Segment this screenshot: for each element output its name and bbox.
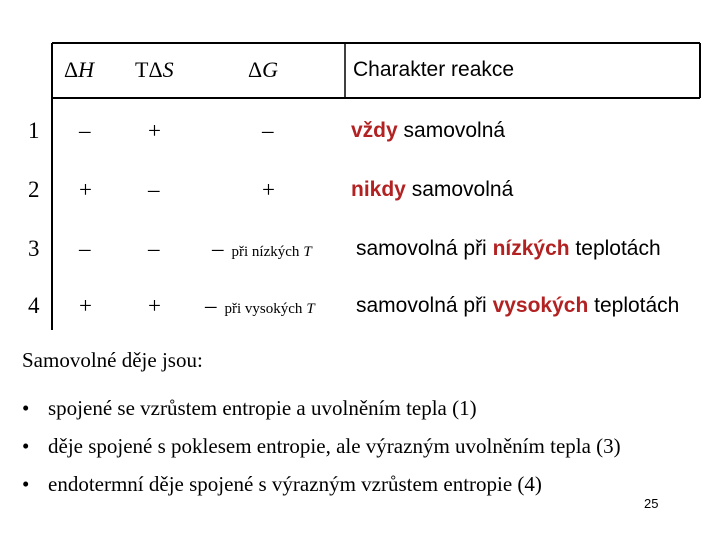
delta-g-condition: při vysokých [224, 301, 303, 317]
cell-reaction-character [351, 119, 505, 143]
row-number: 3 [28, 236, 40, 261]
row-number: 2 [28, 177, 40, 202]
var-s: S [162, 57, 174, 82]
delta-symbol: Δ [248, 57, 263, 82]
delta-symbol: Δ [64, 57, 79, 82]
cell-delta-h: – [79, 118, 91, 143]
desc-rest: teplotách [569, 237, 661, 260]
emphasis-word: vysokých [492, 294, 589, 317]
delta-g-sign: – [212, 236, 224, 261]
cell-reaction-character [356, 237, 661, 261]
list-item [22, 472, 542, 497]
list-item [22, 434, 621, 459]
var-g: G [262, 57, 279, 82]
desc-rest: samovolná [397, 119, 506, 142]
notes-title: Samovolné děje jsou: [22, 348, 203, 372]
cell-delta-g: – [262, 118, 274, 143]
delta-g-condition: při nízkých [231, 244, 300, 260]
desc-start: samovolná při [356, 294, 493, 317]
cell-delta-h: + [79, 177, 92, 202]
list-item-text: spojené se vzrůstem entropie a uvolněním tepla (1) [48, 396, 477, 420]
cell-delta-h: + [79, 293, 92, 318]
desc-start: samovolná při [356, 237, 493, 260]
notes-section [22, 348, 702, 496]
desc-rest: teplotách [588, 294, 680, 317]
list-item-text: endotermní děje spojené s výrazným vzrůstem entropie (4) [48, 472, 542, 496]
var-h: H [78, 57, 95, 82]
row-number: 4 [28, 293, 40, 318]
page-number: 25 [644, 496, 659, 511]
cell-delta-g [212, 236, 312, 262]
cell-t-delta-s: + [148, 118, 161, 143]
delta-g-condition-var: T [303, 244, 312, 260]
desc-rest: samovolná [405, 178, 514, 201]
t-delta-symbol: TΔ [135, 57, 163, 82]
cell-reaction-character [351, 178, 513, 202]
header-t-delta-s [135, 57, 174, 83]
header-delta-g [248, 57, 278, 83]
bullet-icon: • [22, 472, 30, 496]
cell-delta-h: – [79, 236, 91, 261]
cell-t-delta-s: + [148, 293, 161, 318]
header-reaction-character: Charakter reakce [353, 58, 515, 81]
bullet-icon: • [22, 396, 30, 420]
emphasis-word: nízkých [492, 237, 570, 260]
delta-g-sign: – [205, 293, 217, 318]
cell-t-delta-s: – [148, 236, 160, 261]
bullet-icon: • [22, 434, 30, 458]
emphasis-word: vždy [351, 119, 398, 142]
list-item [22, 396, 477, 421]
list-item-text: děje spojené s poklesem entropie, ale výrazným uvolněním tepla (3) [48, 434, 621, 458]
cell-t-delta-s: – [148, 177, 160, 202]
emphasis-word: nikdy [351, 178, 406, 201]
row-number: 1 [28, 118, 40, 143]
cell-delta-g [205, 293, 315, 319]
cell-delta-g: + [262, 177, 275, 202]
header-delta-h [64, 57, 94, 83]
delta-g-condition-var: T [306, 301, 315, 317]
cell-reaction-character [356, 294, 679, 318]
